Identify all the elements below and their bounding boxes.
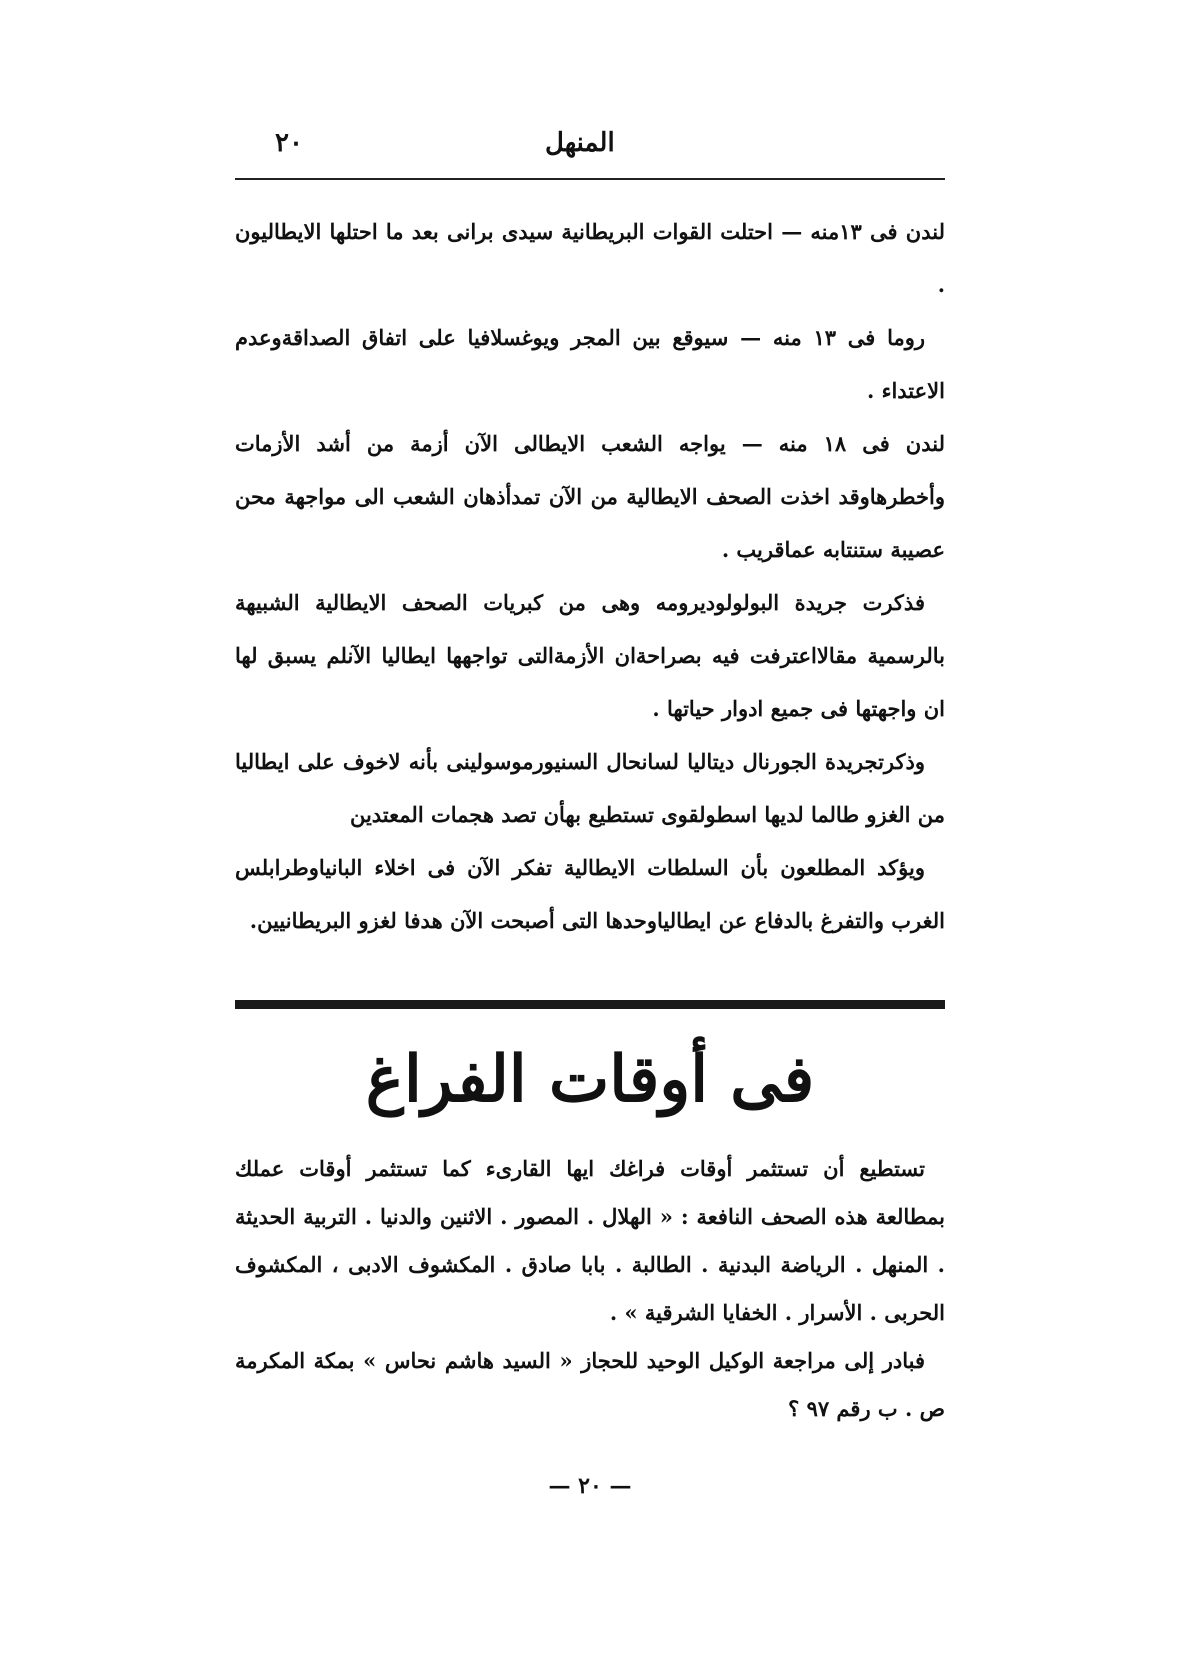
news-paragraph: لندن فى ١٨ منه — يواجه الشعب الايطالى الآن أزمة من أشد الأزمات وأخطرهاوقد اخذت الصحف الايطالية من الآن تمدأذهان الشعب الى مواجهة محن عصيبة ستنتابه عماقريب .: [235, 431, 945, 562]
page-number: ٢٠: [275, 128, 303, 158]
document-page: [235, 0, 945, 1658]
footer-page-number: — ٢٠ —: [548, 1473, 632, 1499]
header-divider: [235, 178, 945, 180]
journal-title: المنهل: [545, 128, 615, 158]
news-paragraph: فذكرت جريدة البولولوديرومه وهى من كبريات الصحف الايطالية الشبيهة بالرسمية مقالااعترفت فيه بصراحةان الأزمةالتى تواجهها ايطاليا الآنلم يسبق لها ان واجهتها فى جميع ادوار حياتها .: [235, 590, 945, 721]
news-paragraph: روما فى ١٣ منه — سيوقع بين المجر ويوغسلافيا على اتفاق الصداقةوعدم الاعتداء .: [235, 325, 945, 403]
news-paragraph: ويؤكد المطلعون بأن السلطات الايطالية تفكر الآن فى اخلاء البانياوطرابلس الغرب والتفرغ بالدفاع عن ايطالياوحدها التى أصبحت الآن هدفا لغزو البريطانيين.: [235, 855, 945, 933]
news-section: [235, 205, 945, 947]
section-title: فى أوقات الفراغ: [365, 1042, 815, 1117]
leisure-paragraph: تستطيع أن تستثمر أوقات فراغك ايها القارىء كما تستثمر أوقات عملك بمطالعة هذه الصحف النافعة : « الهلال . المصور . الاثنين والدنيا . التربية الحديثة . المنهل . الرياضة البدنية . الطالبة . بابا صادق . المكشوف الادبى ، المكشوف الحربى . الأسرار . الخفايا الشرقية » .: [235, 1156, 945, 1325]
leisure-paragraph: فبادر إلى مراجعة الوكيل الوحيد للحجاز « السيد هاشم نحاس » بمكة المكرمة ص . ب رقم ٩٧ ؟: [235, 1348, 945, 1421]
section-divider: [235, 1000, 945, 1009]
news-paragraph: وذكرتجريدة الجورنال ديتاليا لسانحال السنيورموسولينى بأنه لاخوف على ايطاليا من الغزو طالما لديها اسطولقوى تستطيع بهأن تصد هجمات المعتدين: [235, 749, 945, 827]
news-paragraph: لندن فى ١٣منه — احتلت القوات البريطانية سيدى برانى بعد ما احتلها الايطاليون .: [235, 219, 945, 297]
leisure-section: [235, 1145, 945, 1433]
page-header: [235, 128, 945, 168]
